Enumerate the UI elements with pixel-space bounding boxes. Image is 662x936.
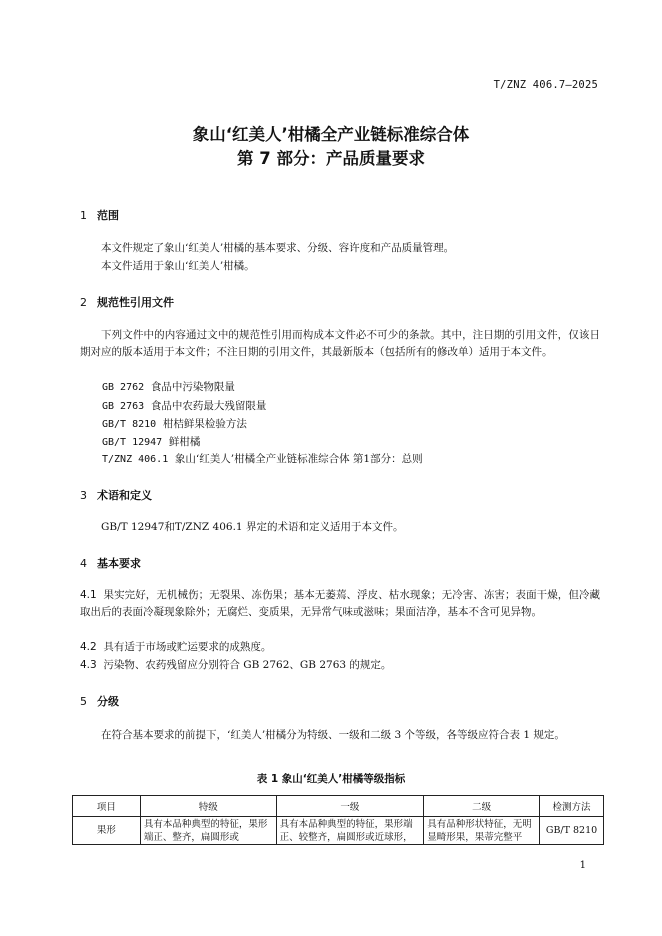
- section-title: 范围: [97, 209, 119, 222]
- normative-reference-item: [102, 434, 200, 451]
- reference-code: GB/T 8210: [102, 419, 157, 430]
- section-5-heading: [80, 693, 119, 709]
- normative-reference-item: [102, 398, 266, 415]
- section-number: 2: [80, 296, 87, 309]
- section-2-intro: 下列文件中的内容通过文中的规范性引用而构成本文件必不可少的条款。其中，注日期的引用文件，仅该日期对应的版本适用于本文件；不注日期的引用文件，其最新版本（包括所有的修改单）适用于本文件。: [80, 329, 600, 358]
- section-title: 规范性引用文件: [97, 296, 174, 309]
- normative-reference-item: [102, 379, 235, 396]
- section-number: 4: [80, 557, 87, 570]
- section-number: 3: [80, 489, 87, 502]
- column-header: 检测方法: [540, 796, 604, 817]
- standard-number: T/ZNZ 406.7—2025: [493, 79, 598, 91]
- section-title: 分级: [97, 695, 119, 708]
- section-3-paragraph: GB/T 12947和T/ZNZ 406.1 界定的术语和定义适用于本文件。: [101, 521, 404, 533]
- section-1-paragraph-1: 本文件规定了象山‘红美人’柑橘的基本要求、分级、容许度和产品质量管理。: [101, 242, 455, 254]
- clause-text: 污染物、农药残留应分别符合 GB 2762、GB 2763 的规定。: [103, 659, 392, 671]
- column-header: 项目: [73, 796, 141, 817]
- table-cell-method: GB/T 8210: [540, 817, 604, 845]
- table-cell-first: 具有本品种典型的特征，果形端正、较整齐，扁圆形或近球形，: [276, 817, 424, 845]
- reference-title: 食品中农药最大残留限量: [150, 400, 267, 412]
- table-header-row: [73, 796, 604, 817]
- clause-4-1: [80, 587, 600, 621]
- reference-title: 象山‘红美人’柑橘全产业链标准综合体 第1部分：总则: [174, 453, 423, 465]
- section-1-heading: [80, 207, 119, 223]
- table-row: [73, 817, 604, 845]
- reference-title: 鲜柑橘: [168, 436, 201, 448]
- clause-4-3: [80, 657, 600, 674]
- table-cell-special: 具有本品种典型的特征，果形端正、整齐，扁圆形或: [140, 817, 276, 845]
- clause-text: 具有适于市场或贮运要求的成熟度。: [103, 641, 272, 653]
- column-header: 二级: [424, 796, 540, 817]
- page-number: 1: [579, 860, 586, 871]
- table-cell-second: 具有品种形状特征，无明显畸形果，果蒂完整平: [424, 817, 540, 845]
- clause-number: 4.1: [80, 589, 97, 601]
- section-number: 5: [80, 695, 87, 708]
- reference-title: 柑桔鲜果检验方法: [162, 418, 247, 430]
- clause-number: 4.3: [80, 659, 97, 671]
- table-cell-item: 果形: [73, 817, 141, 845]
- normative-reference-item: [102, 416, 247, 433]
- normative-reference-item: [102, 451, 423, 468]
- document-title-line2: 第 7 部分：产品质量要求: [237, 149, 425, 168]
- section-2-heading: [80, 294, 174, 310]
- section-1-paragraph-2: 本文件适用于象山‘红美人’柑橘。: [101, 260, 255, 272]
- reference-code: GB 2762: [102, 382, 145, 393]
- section-title: 基本要求: [97, 557, 141, 570]
- table-caption: 表 1 象山‘红美人’柑橘等级指标: [256, 773, 406, 785]
- clause-4-2: [80, 639, 600, 656]
- section-4-heading: [80, 555, 141, 571]
- reference-code: GB/T 12947: [102, 437, 163, 448]
- column-header: 一级: [276, 796, 424, 817]
- section-3-heading: [80, 487, 152, 503]
- reference-title: 食品中污染物限量: [150, 381, 235, 393]
- section-5-paragraph: 在符合基本要求的前提下，‘红美人’柑橘分为特级、一级和二级 3 个等级，各等级应符合表 1 规定。: [101, 729, 565, 741]
- grade-table: [72, 795, 604, 845]
- column-header: 特级: [140, 796, 276, 817]
- reference-code: GB 2763: [102, 401, 145, 412]
- reference-code: T/ZNZ 406.1: [102, 454, 169, 465]
- section-number: 1: [80, 209, 87, 222]
- clause-text: 果实完好，无机械伤；无裂果、冻伤果；基本无萎蔫、浮皮、枯水现象；无冷害、冻害；表面干燥，但冷藏取出后的表面冷凝现象除外；无腐烂、变质果，无异常气味或滋味；果面洁净，基本不含可见异物。: [80, 589, 600, 618]
- clause-number: 4.2: [80, 641, 97, 653]
- section-title: 术语和定义: [97, 489, 152, 502]
- document-title-line1: 象山‘红美人’柑橘全产业链标准综合体: [192, 125, 470, 144]
